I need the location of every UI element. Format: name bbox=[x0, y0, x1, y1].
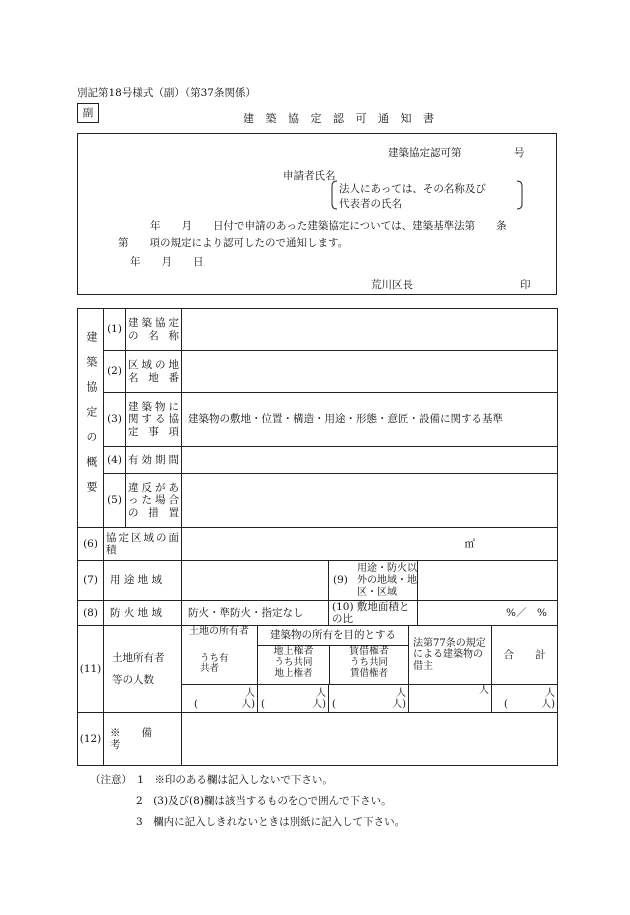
row7-label: 用 途 地 域 bbox=[104, 561, 182, 601]
row10-label-cell bbox=[329, 601, 418, 626]
total-label: 合 計 bbox=[492, 626, 558, 685]
note-2: 2 (3)及び(8)欄は該当するものを○で囲んで下さい。 bbox=[136, 795, 392, 807]
row1-label: 建築協定の名称 bbox=[126, 309, 182, 351]
row9-number: (9) bbox=[333, 574, 348, 586]
note-3: 3 欄内に記入しきれないときは別紙に記入して下さい。 bbox=[136, 816, 406, 828]
row9-label: 用途・防火以外の地域・地区・区域 bbox=[357, 562, 417, 598]
building-purpose-header bbox=[258, 626, 409, 685]
lease-right-count: 人 ( 人) bbox=[329, 685, 409, 713]
row7-value bbox=[182, 561, 329, 601]
copy-label-box bbox=[77, 103, 99, 123]
form-reference: 別記第18号様式（副）（第37条関係） bbox=[77, 87, 256, 99]
approval-number: 建築協定認可第 号 bbox=[388, 147, 525, 159]
owners-header bbox=[182, 626, 258, 685]
row9-label-cell bbox=[329, 561, 418, 601]
row8-label: 防 火 地 域 bbox=[104, 601, 182, 626]
row11-label1: 土地所有者 bbox=[112, 652, 165, 665]
row11-label2: 等の人数 bbox=[112, 674, 154, 687]
row11-label-cell bbox=[104, 626, 182, 713]
row2-value bbox=[182, 351, 558, 393]
surface-right-sub2: 地上権者 bbox=[274, 667, 313, 679]
surface-right-label: 地上権者 bbox=[273, 646, 314, 658]
row2-label: 区域の地名地番 bbox=[126, 351, 182, 393]
lease-right-sub1: うち共同 bbox=[349, 656, 388, 668]
corp-note bbox=[331, 180, 521, 210]
owners-count: 人 ( 人) bbox=[182, 685, 258, 713]
row1-number: (1) bbox=[104, 309, 126, 351]
surface-right-sub1: うち共同 bbox=[274, 656, 313, 668]
notice-body-line1: 年 月 日付で申請のあった建築協定については、建築基準法第 条 bbox=[150, 220, 507, 232]
building-purpose-label: 建築物の所有を目的とする bbox=[258, 626, 408, 646]
owners-label: 土地の所有者 bbox=[189, 626, 249, 638]
corp-note-line2: 代表者の氏名 bbox=[339, 198, 402, 210]
row12-value bbox=[182, 713, 558, 766]
row4-label: 有効期間 bbox=[126, 447, 182, 474]
applicant-name-label: 申請者氏名 bbox=[283, 170, 336, 182]
row2-number: (2) bbox=[104, 351, 126, 393]
row8-value: 防火・準防火・指定なし bbox=[182, 601, 329, 626]
notice-body-line2: 第 項の規定により認可したので通知します。 bbox=[118, 237, 349, 249]
row3-value: 建築物の敷地・位置・構造・用途・形態・意匠・設備に関する基準 bbox=[182, 393, 558, 447]
agreement-overview-table bbox=[77, 308, 558, 766]
row10-label: 敷地面積との比 bbox=[332, 601, 410, 626]
row6-value bbox=[182, 528, 558, 561]
lease-right-sub2: 賃借権者 bbox=[349, 667, 388, 679]
notes-head: （注意） bbox=[90, 774, 127, 786]
total-count: 人 ( 人) bbox=[492, 685, 558, 713]
row6-label: 協定区域の面積 bbox=[104, 528, 182, 561]
row3-number: (3) bbox=[104, 393, 126, 447]
art77-label: 法第77条の規定による建築物の借主 bbox=[409, 626, 492, 685]
row12-label-cell bbox=[104, 713, 182, 766]
owners-sub1: うち有 bbox=[200, 653, 229, 665]
row9-value bbox=[418, 561, 558, 601]
row12-mark: ※ bbox=[110, 727, 121, 740]
row6-number: (6) bbox=[78, 528, 104, 561]
row5-number: (5) bbox=[104, 474, 126, 528]
notes bbox=[90, 770, 405, 833]
row5-value bbox=[182, 474, 558, 528]
row5-label: 違反があった場合の措置 bbox=[126, 474, 182, 528]
seal-mark: 印 bbox=[520, 279, 531, 291]
notice-date: 年 月 日 bbox=[130, 256, 204, 268]
row11-number: (11) bbox=[78, 626, 104, 713]
corp-note-line1: 法人にあっては、その名称及び bbox=[339, 183, 486, 195]
lease-right-label: 賃借権者 bbox=[349, 646, 389, 658]
row10-value: %／ % bbox=[418, 601, 558, 626]
row4-value bbox=[182, 447, 558, 474]
document-title: 建 築 協 定 認 可 通 知 書 bbox=[243, 112, 438, 125]
overview-label: 建築協定の概要 bbox=[84, 330, 98, 506]
row6-unit: ㎡ bbox=[464, 537, 476, 550]
row7-number: (7) bbox=[78, 561, 104, 601]
owners-sub2: 共者 bbox=[200, 663, 220, 675]
row8-number: (8) bbox=[78, 601, 104, 626]
row12-number: (12) bbox=[78, 713, 104, 766]
overview-label-cell bbox=[78, 309, 104, 528]
copy-label: 副 bbox=[82, 107, 94, 119]
surface-right-count: 人 ( 人) bbox=[258, 685, 329, 713]
row4-number: (4) bbox=[104, 447, 126, 474]
mayor-name: 荒川区長 bbox=[371, 279, 413, 291]
row3-label: 建築物に関する協定事項 bbox=[126, 393, 182, 447]
art77-count: 人 bbox=[409, 685, 492, 713]
row10-number: (10) bbox=[332, 601, 354, 613]
row1-value bbox=[182, 309, 558, 351]
note-1: （注意） 1 ※印のある欄は記入しないで下さい。 bbox=[90, 774, 333, 786]
row12-label: 備 考 bbox=[110, 727, 173, 752]
